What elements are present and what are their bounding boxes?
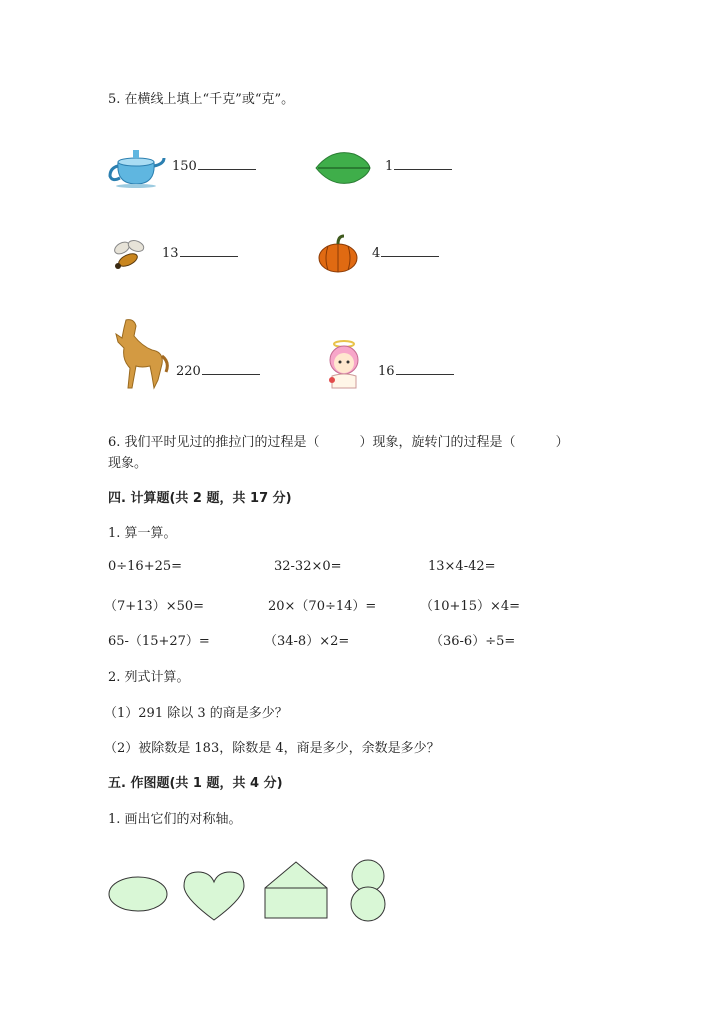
q5-item-leaf: 1 [385,157,452,174]
horse-icon [112,316,170,390]
house-shape[interactable] [265,862,327,918]
symmetry-shapes [104,856,394,926]
answer-blank[interactable] [202,362,260,375]
pumpkin-icon [316,234,360,274]
expr-3: 13×4-42= [428,559,496,574]
answer-blank[interactable] [198,157,256,170]
section4-heading: 四. 计算题(共 2 题，共 17 分) [108,491,292,506]
answer-blank[interactable] [381,244,439,257]
bee-icon [108,238,148,274]
section4-q1-title: 1. 算一算。 [108,526,177,541]
baby-angel-icon [322,338,366,390]
answer-blank[interactable] [394,157,452,170]
q5-title: 5. 在横线上填上“千克”或“克”。 [108,92,295,107]
answer-blank[interactable] [180,244,238,257]
q6-line2: 现象。 [108,456,148,471]
teapot-icon [108,144,166,188]
section5-q1-title: 1. 画出它们的对称轴。 [108,812,242,827]
section4-q2-item-2: （2）被除数是 183，除数是 4，商是多少，余数是多少？ [104,741,440,756]
expr-8: （34-8）×2= [264,634,350,649]
answer-blank[interactable] [396,362,454,375]
q5-item-bee: 13 [162,244,238,261]
expr-6: （10+15）×4= [420,599,521,614]
q5-item-horse: 220 [176,362,260,379]
q6-line1: 6. 我们平时见过的推拉门的过程是（ ）现象，旋转门的过程是（ ） [108,435,569,450]
ellipse-shape[interactable] [109,877,167,911]
leaf-icon [314,148,372,188]
section4-q2-item-1: （1）291 除以 3 的商是多少？ [104,706,288,721]
q5-item-pumpkin: 4 [372,244,439,261]
section5-heading: 五. 作图题(共 1 题，共 4 分) [108,776,283,791]
expr-4: （7+13）×50= [104,599,205,614]
expr-1: 0÷16+25= [108,559,183,574]
q5-item-baby-angel: 16 [378,362,454,379]
expr-2: 32-32×0= [274,559,342,574]
q5-item-teapot: 150 [172,157,256,174]
expr-5: 20×（70÷14）= [268,599,377,614]
figure-eight-bottom[interactable] [351,887,385,921]
heart-shape[interactable] [184,872,244,920]
section4-q2-title: 2. 列式计算。 [108,670,190,685]
expr-7: 65-（15+27）= [108,634,210,649]
expr-9: （36-6）÷5= [430,634,516,649]
